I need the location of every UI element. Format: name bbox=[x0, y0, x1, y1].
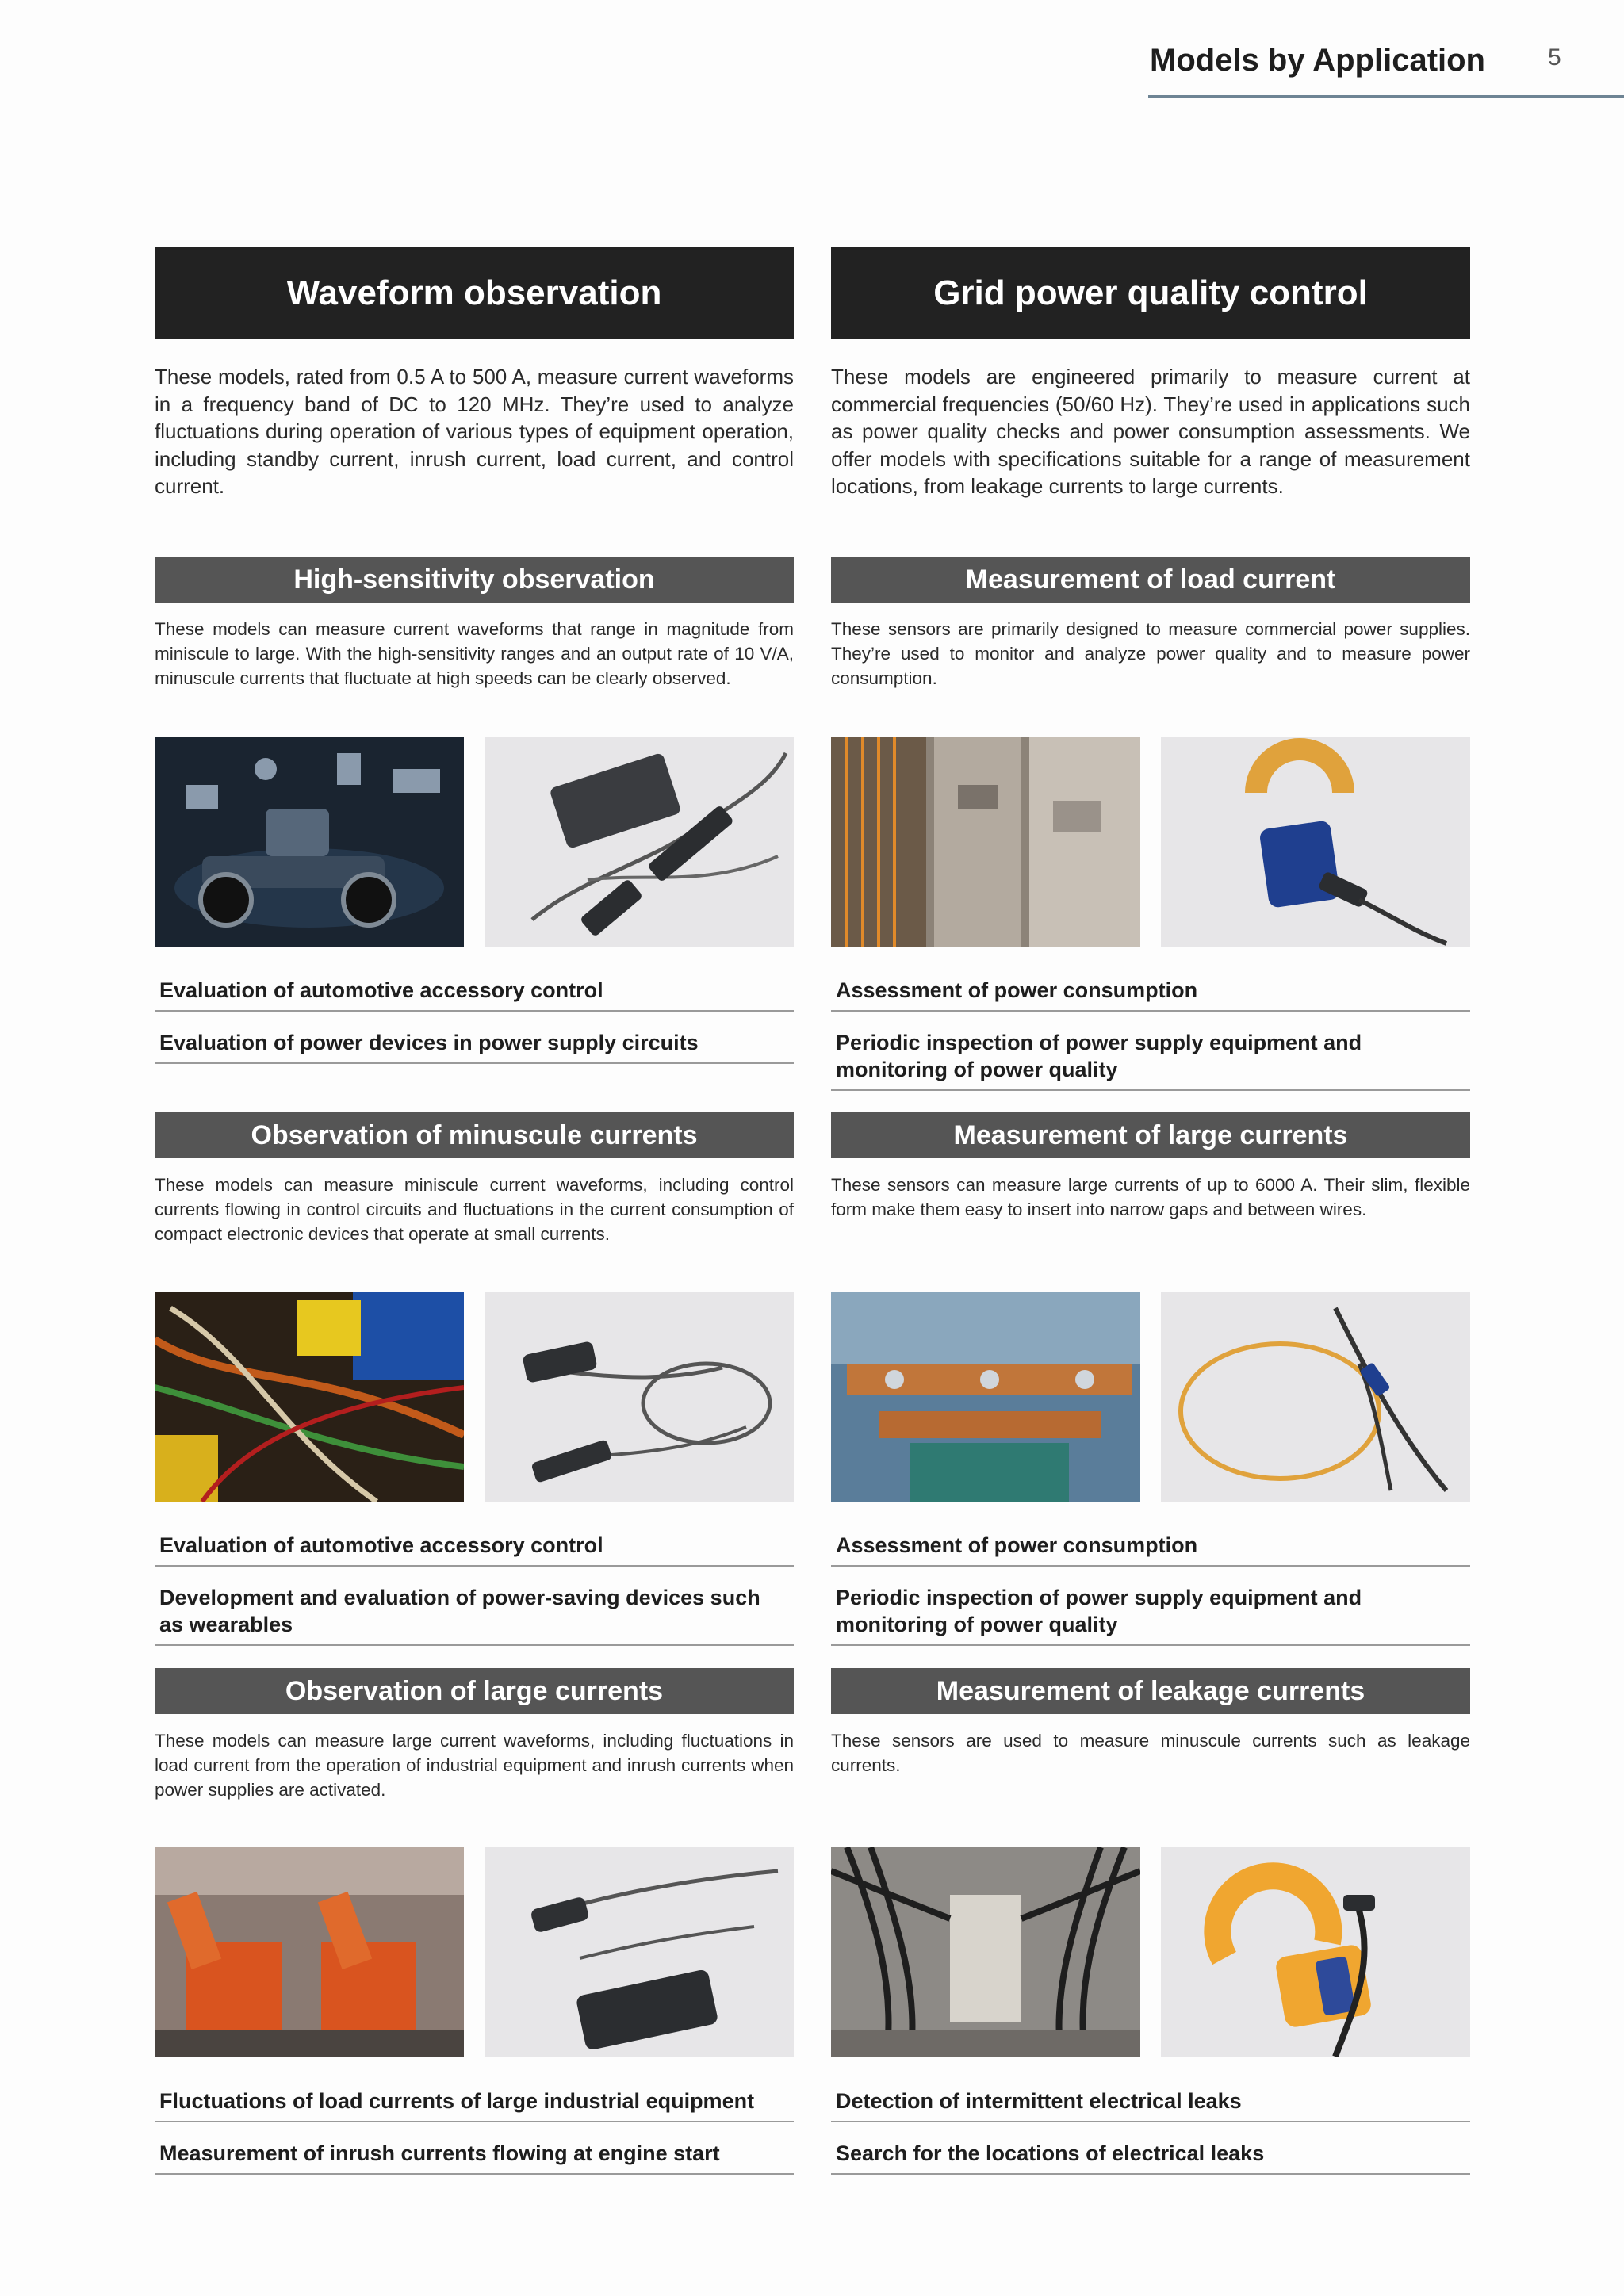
column-intro: These models are engineered primarily to measure current at commercial frequencies (50/60 Hz). They’re used in applications such as power quality checks and power consumption assessments. We offer models with specifications suitable for a range of measurement locations, from leakage currents to large currents. bbox=[831, 365, 1470, 498]
section-description: These sensors are used to measure minuscule currents such as leakage currents. bbox=[831, 1731, 1470, 1775]
flexible-current-sensor-photo bbox=[1161, 1292, 1470, 1502]
section-large-currents bbox=[155, 1668, 794, 1802]
section-images bbox=[155, 1847, 794, 2057]
application-item: Development and evaluation of power-saving devices such as wearables bbox=[155, 1584, 794, 1646]
application-item: Evaluation of automotive accessory control bbox=[155, 977, 794, 1012]
section-images bbox=[155, 1292, 794, 1502]
large-current-probe-photo bbox=[485, 1847, 794, 2057]
section-description: These models can measure large current waveforms, including fluctuations in load current from the operation of industrial equipment and inrush currents when power supplies are activated. bbox=[155, 1731, 794, 1800]
application-item: Search for the locations of electrical leaks bbox=[831, 2140, 1470, 2175]
grid-power-quality-column bbox=[831, 247, 1470, 2165]
column-title: Waveform observation bbox=[155, 247, 794, 339]
high-sensitivity-probe-photo bbox=[485, 737, 794, 947]
application-item: Assessment of power consumption bbox=[831, 1532, 1470, 1567]
section-title: Observation of large currents bbox=[155, 1668, 794, 1714]
minuscule-current-probe-photo bbox=[485, 1292, 794, 1502]
section-title: High-sensitivity observation bbox=[155, 557, 794, 603]
application-item: Detection of intermittent electrical leaks bbox=[831, 2087, 1470, 2122]
application-item: Assessment of power consumption bbox=[831, 977, 1470, 1012]
section-high-sensitivity bbox=[155, 557, 794, 691]
section-images bbox=[831, 1292, 1470, 1502]
section-description: These sensors are primarily designed to measure commercial power supplies. They’re used to monitor and analyze power quality and to measure power consumption. bbox=[831, 619, 1470, 688]
section-title: Measurement of leakage currents bbox=[831, 1668, 1470, 1714]
application-list bbox=[155, 2087, 794, 2192]
section-images bbox=[155, 737, 794, 947]
application-item: Periodic inspection of power supply equipment and monitoring of power quality bbox=[831, 1584, 1470, 1646]
section-title: Observation of minuscule currents bbox=[155, 1112, 794, 1158]
load-current-clamp-photo bbox=[1161, 737, 1470, 947]
header-divider bbox=[1148, 95, 1624, 98]
application-list bbox=[831, 977, 1470, 1108]
application-list bbox=[831, 1532, 1470, 1663]
application-list bbox=[155, 977, 794, 1081]
section-title: Measurement of large currents bbox=[831, 1112, 1470, 1158]
section-description: These sensors can measure large currents of up to 6000 A. Their slim, flexible form make them easy to insert into narrow gaps and between wires. bbox=[831, 1175, 1470, 1219]
section-images bbox=[831, 737, 1470, 947]
section-large-currents-measurement bbox=[831, 1112, 1470, 1222]
application-item: Evaluation of power devices in power supply circuits bbox=[155, 1029, 794, 1064]
application-list bbox=[831, 2087, 1470, 2192]
section-leakage-currents bbox=[831, 1668, 1470, 1777]
column-intro: These models, rated from 0.5 A to 500 A, measure current waveforms in a frequency band of DC to 120 MHz. They’re used to analyze fluctuations during operation of various types of equipment operation, including standby current, inrush current, load current, and control current. bbox=[155, 365, 794, 498]
busbar-photo bbox=[831, 1292, 1140, 1502]
leakage-current-clamp-photo bbox=[1161, 1847, 1470, 2057]
application-item: Periodic inspection of power supply equipment and monitoring of power quality bbox=[831, 1029, 1470, 1091]
application-item: Measurement of inrush currents flowing at engine start bbox=[155, 2140, 794, 2175]
application-item: Fluctuations of load currents of large industrial equipment bbox=[155, 2087, 794, 2122]
page-number: 5 bbox=[1548, 44, 1561, 71]
section-description: These models can measure current waveforms that range in magnitude from miniscule to large. With the high-sensitivity ranges and an output rate of 10 V/A, minuscule currents that fluctuate at high speeds can be clearly observed. bbox=[155, 619, 794, 688]
automotive-photo bbox=[155, 737, 464, 947]
section-images bbox=[831, 1847, 1470, 2057]
application-item: Evaluation of automotive accessory control bbox=[155, 1532, 794, 1567]
page-title: Models by Application bbox=[1150, 43, 1485, 78]
section-load-current bbox=[831, 557, 1470, 691]
column-title: Grid power quality control bbox=[831, 247, 1470, 339]
section-minuscule-currents bbox=[155, 1112, 794, 1246]
wiring-harness-photo bbox=[155, 1292, 464, 1502]
section-description: These models can measure miniscule current waveforms, including control currents flowing in control circuits and fluctuations in the current consumption of compact electronic devices that operate at small currents. bbox=[155, 1175, 794, 1244]
waveform-observation-column bbox=[155, 247, 794, 2165]
industrial-robot-photo bbox=[155, 1847, 464, 2057]
application-list bbox=[155, 1532, 794, 1663]
cable-tunnel-photo bbox=[831, 1847, 1140, 2057]
section-title: Measurement of load current bbox=[831, 557, 1470, 603]
switchboard-photo bbox=[831, 737, 1140, 947]
